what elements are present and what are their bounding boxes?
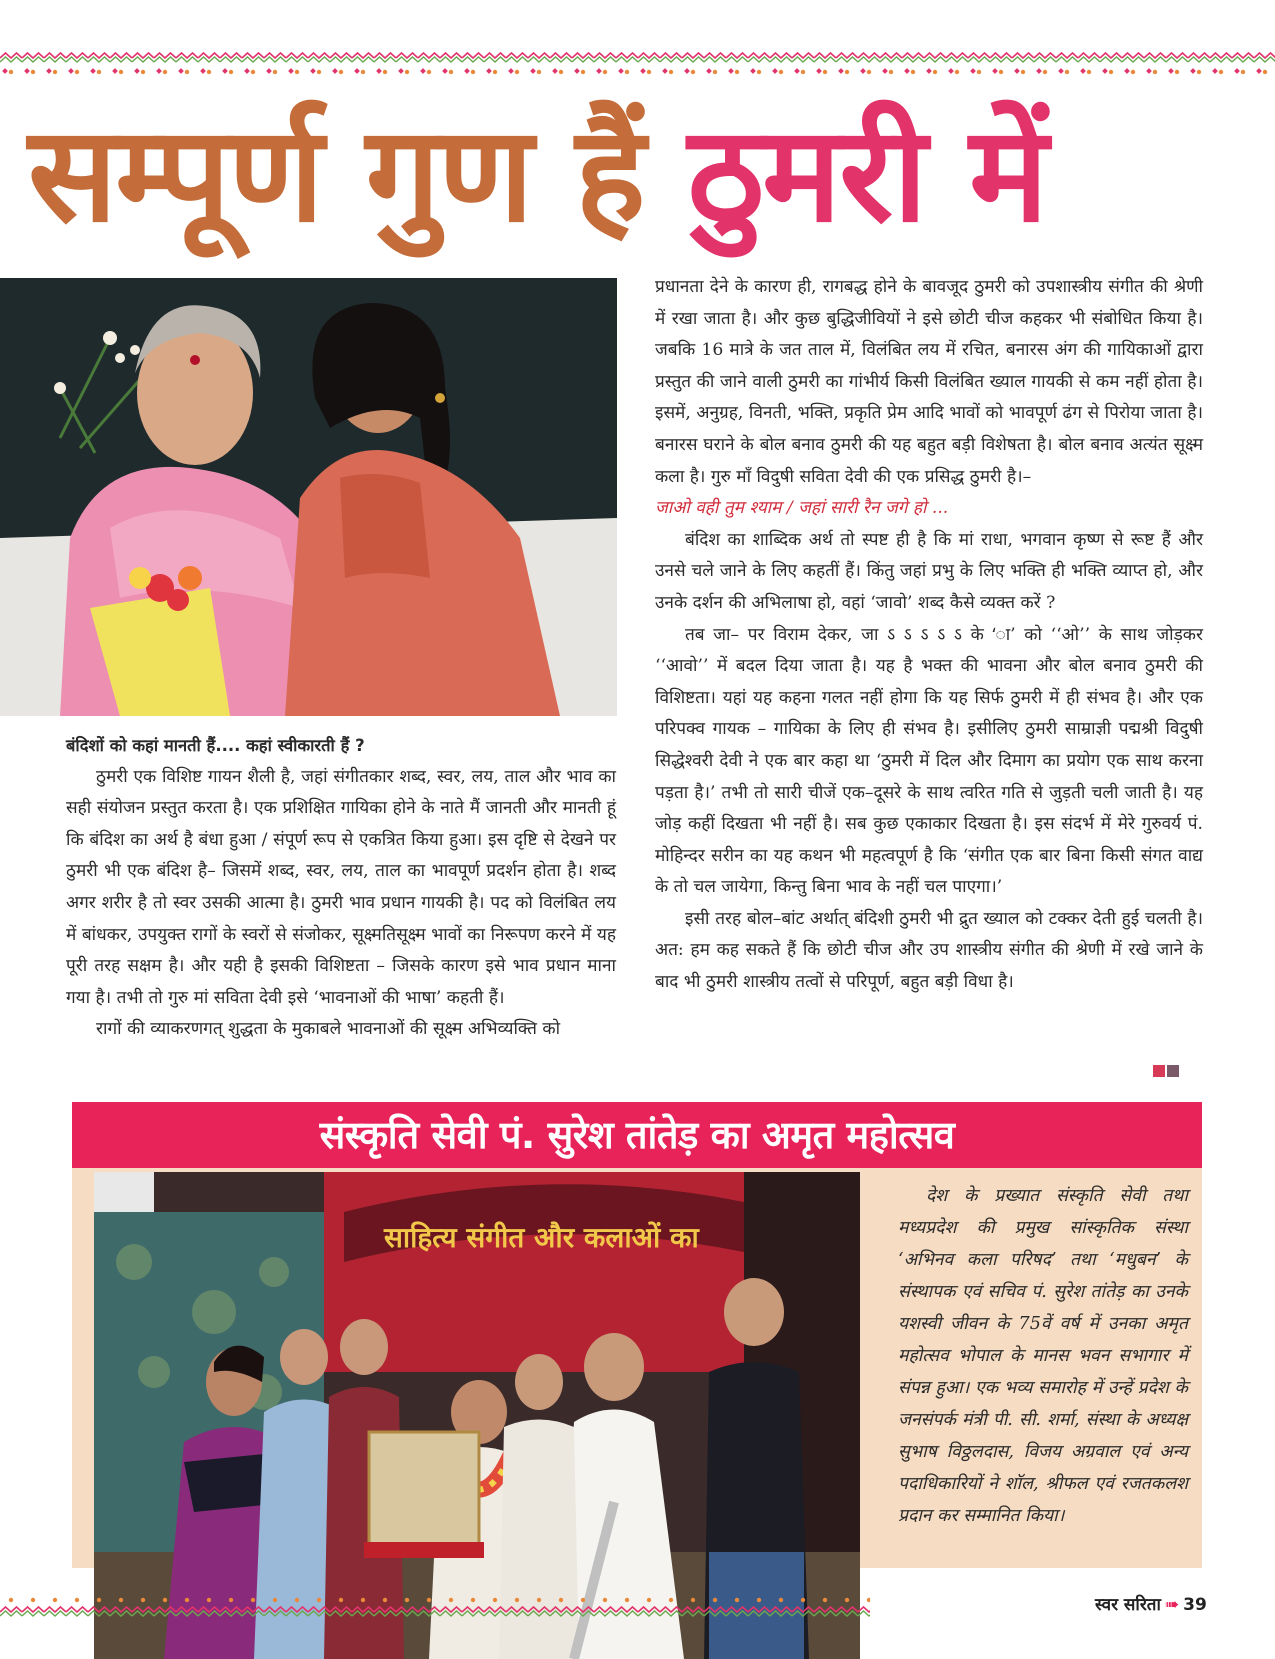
top-decorative-border: [0, 50, 1275, 80]
backdrop-text: साहित्य संगीत और कलाओं का: [384, 1221, 699, 1254]
portrait-photo: [0, 278, 617, 716]
news-banner: संस्कृति सेवी पं. सुरेश तांतेड़ का अमृत महोत्सव: [72, 1102, 1202, 1168]
page-number: 39: [1183, 1595, 1207, 1615]
event-photo: [94, 1172, 860, 1659]
headline: [28, 95, 1258, 255]
article-paragraph: इसी तरह बोल–बांट अर्थात् बंदिशी ठुमरी भी द्रुत ख्याल को टक्कर देती हुई चलती है। अत: हम कह सकते हैं कि छोटी चीज और उप शास्त्रीय संगीत की श्रेणी में रखे जाने के बाद भी ठुमरी शास्त्रीय तत्वों से परिपूर्ण, बहुत बड़ी विधा है।: [655, 908, 1203, 993]
article-paragraph: बंदिश का शाब्दिक अर्थ तो स्पष्ट ही है कि मां राधा, भगवान कृष्ण से रूष्ट हैं और उनसे चले जाने के लिए कहतीं हैं। किंतु जहां प्रभु के लिए भक्ति ही भक्ति व्याप्त हो, और उनके दर्शन की अभिलाषा हो, वहां ‘जावो’ शब्द कैसे व्यक्त करें ?: [655, 529, 1203, 613]
news-text: [898, 1180, 1188, 1532]
article-paragraph: ठुमरी एक विशिष्ट गायन शैली है, जहां संगीतकार शब्द, स्वर, लय, ताल और भाव का सही संयोजन प्रस्तुत करता है। एक प्रशिक्षित गायिका होने के नाते मैं जानती और मानती हूं कि बंदिश का अर्थ है बंधा हुआ / संपूर्ण रूप से एकत्रित किया हुआ। इस दृष्टि से देखने पर ठुमरी भी एक बंदिश है– जिसमें शब्द, स्वर, लय, ताल का भावपूर्ण प्रदर्शन होता है। शब्द अगर शरीर है तो स्वर उसकी आत्मा है। ठुमरी भाव प्रधान गायकी है। पद को विलंबित लय में बांधकर, उपयुक्त रागों के स्वरों से संजोकर, सूक्ष्मतिसूक्ष्म भावों का निरूपण करने में यह पूरी तरह सक्षम है। और यही है इसकी विशिष्टता – जिसके कारण इसे भाव प्रधान माना गया है। तभी तो गुरु मां सविता देवी इसे ‘भावनाओं की भाषा’ कहती हैं।: [66, 766, 616, 1008]
article-paragraph: रागों की व्याकरणगत् शुद्धता के मुकाबले भावनाओं की सूक्ष्म अभिव्यक्ति को: [96, 1019, 561, 1040]
headline-part-2: ठुमरी में: [687, 98, 1047, 252]
article-subheading: बंदिशों को कहां मानती हैं.... कहां स्वीकारती हैं ?: [66, 736, 365, 755]
article-paragraph: तब जा– पर विराम देकर, जा ऽ ऽ ऽ ऽ ऽ के ‘ा’ को ‘‘ओ’’ के साथ जोड़कर ‘‘आवो’’ में बदल दिया जाता है। यह है भक्त की भावना और बोल बनाव ठुमरी की विशिष्टता। यहां यह कहना गलत नहीं होगा कि यह सिर्फ ठुमरी में ही संभव है। और एक परिपक्व गायक – गायिका के लिए ही संभव है। इसीलिए ठुमरी साम्राज्ञी पद्मश्री विदुषी सिद्धेश्वरी देवी ने एक बार कहा था ‘ठुमरी में दिल और दिमाग का प्रयोग एक साथ करना पड़ता है।’ तभी तो सारी चीजें एक–दूसरे के साथ त्वरित गति से जुड़ती चली जाती है। यह जोड़ कहीं दिखता भी नहीं है। सब कुछ एकाकार दिखता है। इस संदर्भ में मेरे गुरुवर्य पं. मोहिन्दर सरीन का यह कथन भी महत्वपूर्ण है कि ‘संगीत एक बार बिना किसी संगत वाद्य के तो चल जायेगा, किन्तु बिना भाव के नहीं चल पाएगा।’: [655, 624, 1203, 898]
magazine-name: स्वर सरिता: [1095, 1595, 1161, 1615]
article-left-column: [66, 730, 616, 1046]
page-footer: [1095, 1590, 1207, 1620]
article-right-column: [655, 272, 1203, 999]
article-paragraph: प्रधानता देने के कारण ही, रागबद्ध होने के बावजूद ठुमरी को उपशास्त्रीय संगीत की श्रेणी में रखा जाता है। और कुछ बुद्धिजीवियों ने इसे छोटी चीज कहकर भी संबोधित किया है। जबकि 16 मात्रे के जत ताल में, विलंबित लय में रचित, बनारस अंग की गायिकाओं द्वारा प्रस्तुत की जाने वाली ठुमरी का गांभीर्य किसी विलंबित ख्याल गायकी से कम नहीं होता है। इसमें, अनुग्रह, विनती, भक्ति, प्रकृति प्रेम आदि भावों को भावपूर्ण ढंग से पिरोया जाता है। बनारस घराने के बोल बनाव ठुमरी की यह बहुत बड़ी विशेषता है। बोल बनाव अत्यंत सूक्ष्म कला है। गुरु माँ विदुषी सविता देवी की एक प्रसिद्ध ठुमरी है।–: [655, 277, 1203, 487]
headline-part-1: सम्पूर्ण गुण हैं: [28, 98, 644, 252]
news-body: देश के प्रख्यात संस्कृति सेवी तथा मध्यप्रदेश की प्रमुख सांस्कृतिक संस्था ‘अभिनव कला परिषद’ तथा ‘मधुबन’ के संस्थापक एवं सचिव पं. सुरेश तांतेड़ का उनके यशस्वी जीवन के 75वें वर्ष में उनका अमृत महोत्सव भोपाल के मानस भवन सभागार में संपन्न हुआ। एक भव्य समारोह में उन्हें प्रदेश के जनसंपर्क मंत्री पी. सी. शर्मा, संस्था के अध्यक्ष सुभाष विठ्ठलदास, विजय अग्रवाल एवं अन्य पदाधिकारियों ने शॉल, श्रीफल एवं रजतकलश प्रदान कर सम्मानित किया।: [898, 1186, 1188, 1526]
article-end-mark: [1147, 1060, 1179, 1079]
bottom-decorative-border: [0, 1592, 870, 1622]
thumri-quote: जाओ वही तुम श्याम / जहां सारी रैन जगे हो ...: [655, 498, 949, 519]
arrow-icon: ➠: [1164, 1595, 1180, 1615]
